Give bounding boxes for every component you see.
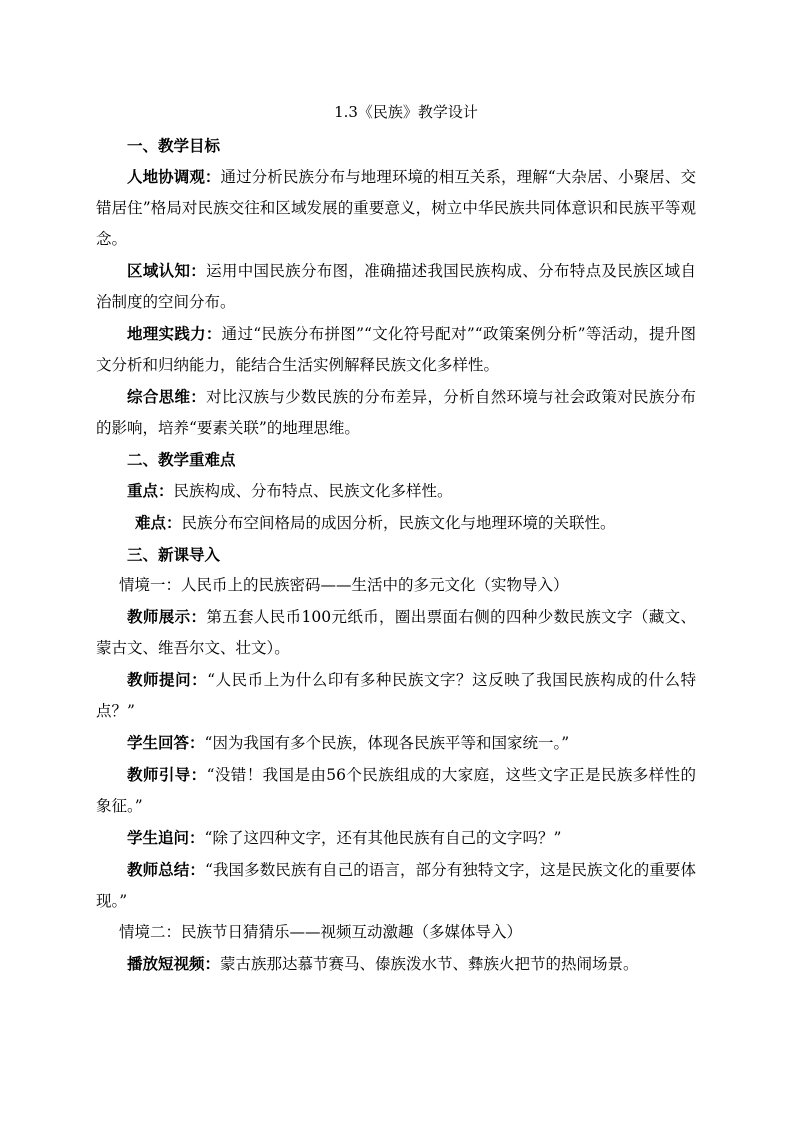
dialogue-label: 学生回答： xyxy=(127,733,205,752)
section-heading-key-points: 二、教学重难点 xyxy=(127,450,236,469)
dialogue-label: 教师引导： xyxy=(127,765,207,784)
document-page xyxy=(96,96,696,980)
key-point-label: 重点： xyxy=(127,481,174,500)
objective-text: 运用中国民族分布图，准确描述我国民族构成、分布特点及民族区域自治制度的空间分布。 xyxy=(96,262,696,311)
dialogue-text: “人民币上为什么印有多种民族文字？这反映了我国民族构成的什么特点？” xyxy=(96,671,696,720)
objective-paragraph xyxy=(96,381,696,444)
key-point-text: 民族构成、分布特点、民族文化多样性。 xyxy=(173,482,453,500)
document-title: 1.3《民族》教学设计 xyxy=(334,103,478,121)
dialogue-paragraph xyxy=(96,727,696,759)
difficulty-label: 难点： xyxy=(135,513,182,532)
dialogue-paragraph xyxy=(96,854,696,917)
dialogue-text: “我国多数民族有自己的语言，部分有独特文字，这是民族文化的重要体现。” xyxy=(96,861,696,910)
dialogue-paragraph xyxy=(96,822,696,854)
objective-text: 通过分析民族分布与地理环境的相互关系，理解“大杂居、小聚居、交错居住”格局对民族交往和区域发展的重要意义，树立中华民族共同体意识和民族平等观念。 xyxy=(96,168,696,248)
objective-text: 对比汉族与少数民族的分布差异，分析自然环境与社会政策对民族分布的影响，培养“要素关联”的地理思维。 xyxy=(96,388,696,437)
dialogue-text: “因为我国有多个民族，体现各民族平等和国家统一。” xyxy=(204,734,570,752)
dialogue-label: 教师总结： xyxy=(127,860,205,879)
objective-text: 通过“民族分布拼图”“文化符号配对”“政策案例分析”等活动，提升图文分析和归纳能力，能结合生活实例解释民族文化多样性。 xyxy=(96,325,696,374)
dialogue-paragraph xyxy=(96,601,696,664)
dialogue-text: 第五套人民币100元纸币，圈出票面右侧的四种少数民族文字（藏文、蒙古文、维吾尔文、壮文）。 xyxy=(96,608,696,657)
scene-one: 情境一：人民币上的民族密码——生活中的多元文化（实物导入） xyxy=(119,576,569,594)
dialogue-label: 教师提问： xyxy=(127,670,208,689)
dialogue-label: 教师展示： xyxy=(127,607,207,626)
dialogue-text: “没错！我国是由56个民族组成的大家庭，这些文字正是民族多样性的象征。” xyxy=(96,766,696,815)
video-label: 播放短视频： xyxy=(127,954,221,973)
dialogue-paragraph xyxy=(96,664,696,727)
section-heading-introduction: 三、新课导入 xyxy=(127,545,221,564)
objective-label: 人地协调观： xyxy=(127,167,221,186)
objective-label: 综合思维： xyxy=(127,387,207,406)
difficulty-paragraph xyxy=(96,507,696,539)
video-text: 蒙古族那达慕节赛马、傣族泼水节、彝族火把节的热闹场景。 xyxy=(220,955,639,973)
video-paragraph xyxy=(96,948,696,980)
objective-paragraph xyxy=(96,318,696,381)
objective-label: 区域认知： xyxy=(127,261,207,280)
objective-paragraph xyxy=(96,161,696,255)
objective-label: 地理实践力： xyxy=(127,324,222,343)
dialogue-text: “除了这四种文字，还有其他民族有自己的文字吗？” xyxy=(204,829,562,847)
difficulty-text: 民族分布空间格局的成因分析，民族文化与地理环境的关联性。 xyxy=(181,514,616,532)
dialogue-paragraph xyxy=(96,759,696,822)
key-point-paragraph xyxy=(96,475,696,507)
dialogue-label: 学生追问： xyxy=(127,828,205,847)
scene-two: 情境二：民族节日猜猜乐——视频互动激趣（多媒体导入） xyxy=(119,923,523,941)
section-heading-objectives: 一、教学目标 xyxy=(127,136,221,155)
objective-paragraph xyxy=(96,255,696,318)
